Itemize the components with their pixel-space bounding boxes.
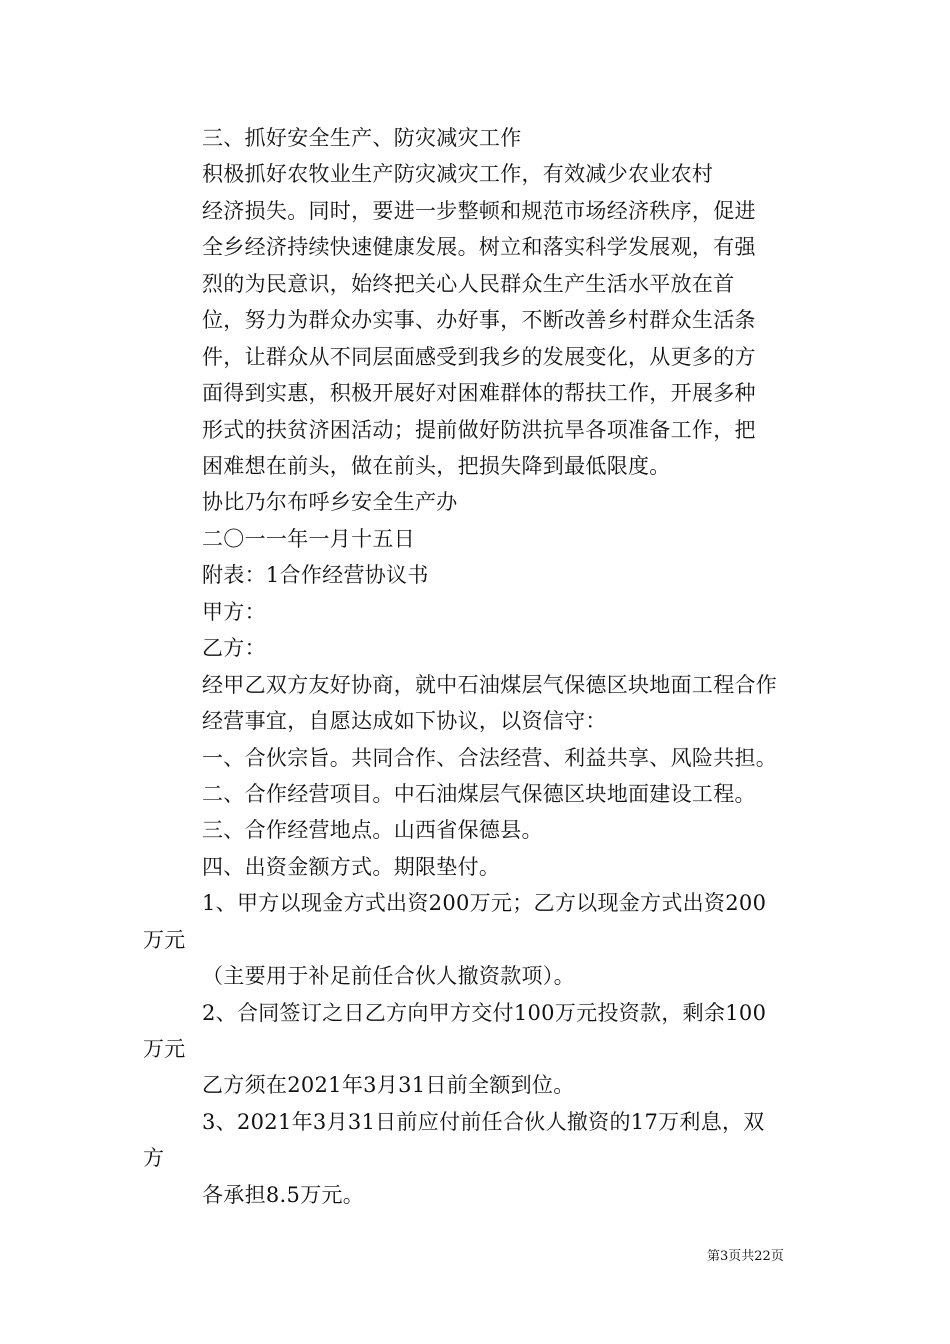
paragraph-line: 烈的为民意识，始终把关心人民群众生产生活水平放在首 xyxy=(202,272,735,296)
paragraph-line: 经济损失。同时，要进一步整顿和规范市场经济秩序，促进 xyxy=(202,199,756,223)
signature-office: 协比乃尔布呼乡安全生产办 xyxy=(202,490,458,514)
page-number: 第3页共22页 xyxy=(707,1249,784,1264)
paragraph-line: 全乡经济持续快速健康发展。树立和落实科学发展观，有强 xyxy=(202,235,756,259)
signature-date: 二〇一一年一月十五日 xyxy=(202,527,415,551)
clause-line: 2、合同签订之日乙方向甲方交付100万元投资款，剩余100 xyxy=(202,1001,767,1025)
paragraph-line: 积极抓好农牧业生产防灾减灾工作，有效减少农业农村 xyxy=(202,162,714,186)
paragraph-line: 经甲乙双方友好协商，就中石油煤层气保德区块地面工程合作 xyxy=(202,673,778,697)
section-heading: 三、抓好安全生产、防灾减灾工作 xyxy=(202,126,522,150)
clause-line: 三、合作经营地点。山西省保德县。 xyxy=(202,818,543,842)
paragraph-line: 位，努力为群众办实事、办好事，不断改善乡村群众生活条 xyxy=(202,308,756,332)
paragraph-line: 经营事宜，自愿达成如下协议，以资信守： xyxy=(202,709,607,733)
clause-line: 乙方须在2021年3月31日前全额到位。 xyxy=(202,1073,575,1097)
attachment-title: 附表：1合作经营协议书 xyxy=(202,563,429,587)
clause-line: 1、甲方以现金方式出资200万元；乙方以现金方式出资200 xyxy=(202,891,767,915)
clause-line: 万元 xyxy=(143,928,186,952)
clause-line: 各承担8.5万元。 xyxy=(202,1183,365,1207)
clause-line: 方 xyxy=(143,1146,165,1170)
paragraph-line: 形式的扶贫济困活动；提前做好防洪抗旱各项准备工作，把 xyxy=(202,418,756,442)
clause-line: 万元 xyxy=(143,1037,186,1061)
clause-line: 二、合作经营项目。中石油煤层气保德区块地面建设工程。 xyxy=(202,782,756,806)
clause-line: 一、合伙宗旨。共同合作、合法经营、利益共享、风险共担。 xyxy=(202,746,778,770)
paragraph-line: 困难想在前头，做在前头，把损失降到最低限度。 xyxy=(202,454,671,478)
clause-line: （主要用于补足前任合伙人撤资款项）。 xyxy=(202,964,575,988)
party-a-label: 甲方： xyxy=(202,600,266,624)
paragraph-line: 面得到实惠，积极开展好对困难群体的帮扶工作，开展多种 xyxy=(202,381,756,405)
paragraph-line: 件，让群众从不同层面感受到我乡的发展变化，从更多的方 xyxy=(202,345,756,369)
party-b-label: 乙方： xyxy=(202,636,266,660)
clause-line: 四、出资金额方式。期限垫付。 xyxy=(202,855,501,879)
clause-line: 3、2021年3月31日前应付前任合伙人撤资的17万利息，双 xyxy=(202,1110,765,1134)
